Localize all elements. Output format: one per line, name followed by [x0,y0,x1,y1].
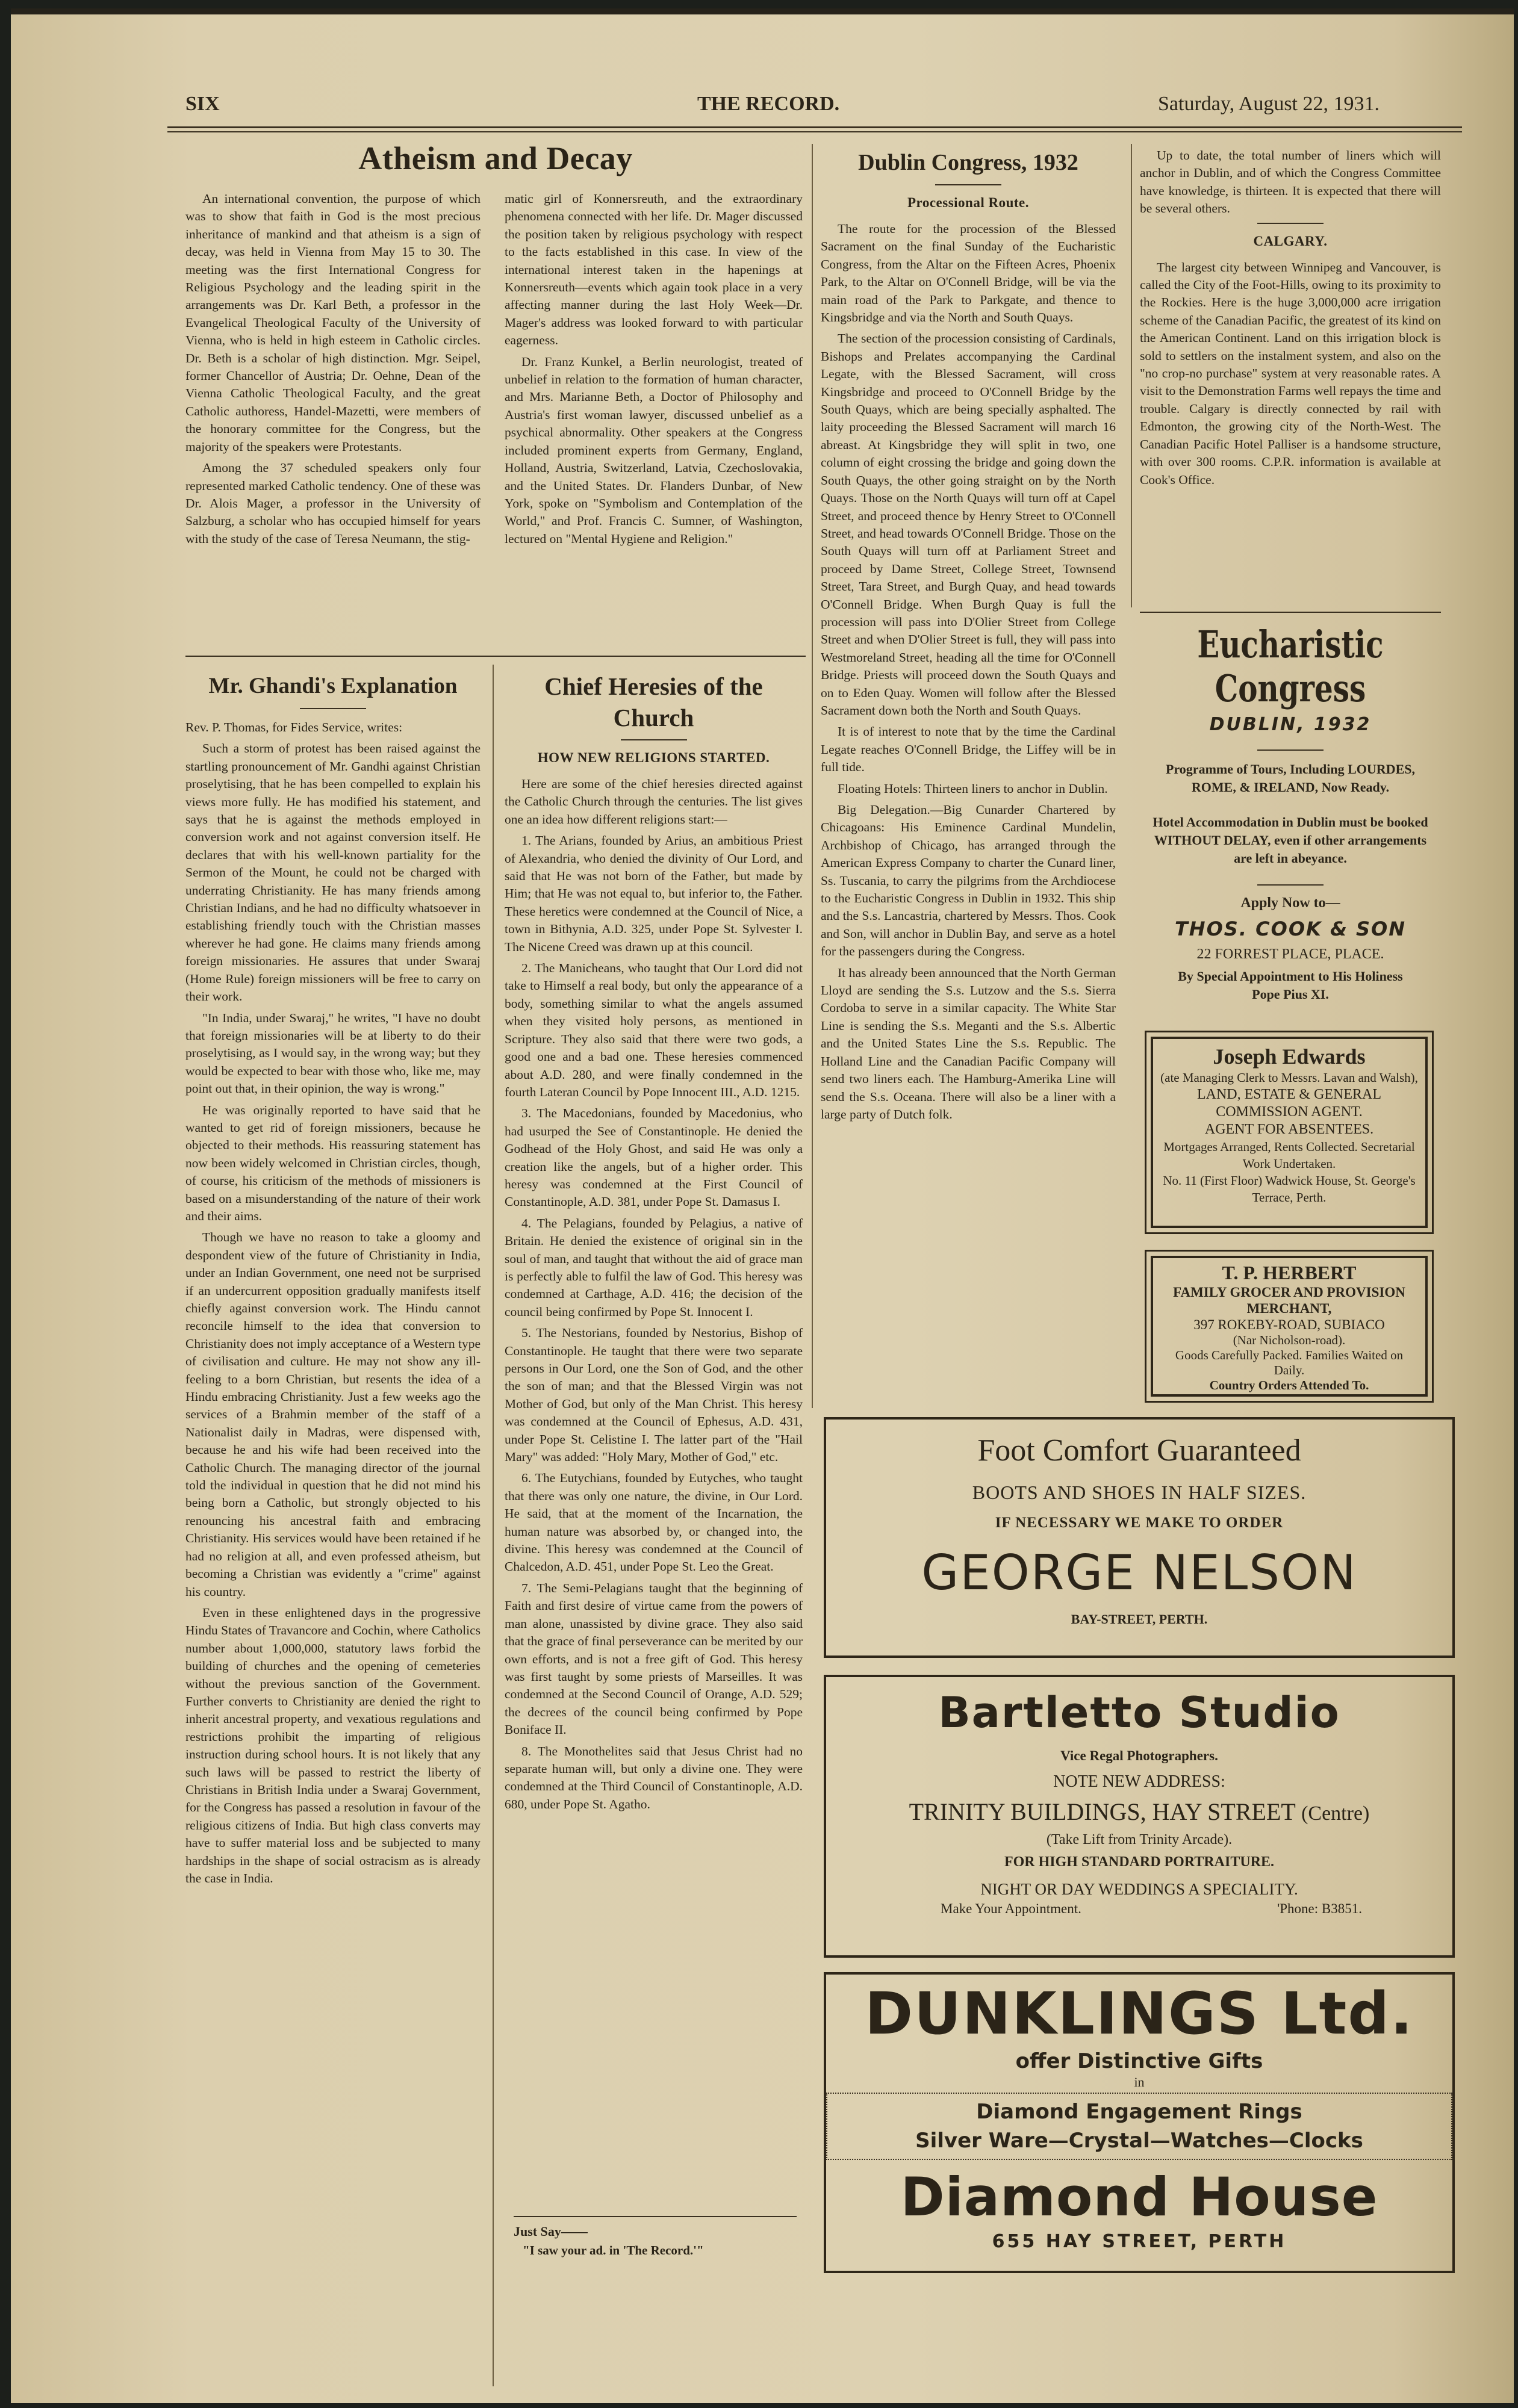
bartletto-ad-appointment: Make Your Appointment. [941,1901,1081,1916]
bartletto-ad-centre: (Centre) [1301,1802,1370,1825]
dunklings-ad-name: DUNKLINGS Ltd. [865,1980,1414,2047]
page-label: SIX [185,93,220,115]
atheism-end-rule [185,656,806,657]
dunklings-ad [824,1972,1455,2273]
eucharistic-ad-address: 22 FORREST PLACE, PLACE. [1196,946,1384,962]
nelson-ad-line2: IF NECESSARY WE MAKE TO ORDER [995,1515,1284,1531]
ghandi-para: Even in these enlightened days in the progressive Hindu States of Travancore and Cochin, where Catholics number about 1,000,000, statutory laws forbid the building of churches and the opening of cemeteries without the previous sanction of the Government. Further converts to Christianity are denied the right to inherit ancestral property, and vexatious regulations and restrictions prohibit the imparting of religious instruction during school hours. It is not likely that any such laws will be passed to restrict the liberty of Christians in British India under a Swaraj Government, for the Congress has passed a resolution in favour of the religious citizens of India. But high class converts may have to suffer material loss and be subjected to many hardships in the shape of social ostracism as is already the case in India. [185,1605,481,1885]
edwards-ad-address: No. 11 (First Floor) Wadwick House, St. George's Terrace, Perth. [1163,1173,1416,1205]
ghandi-title-rule [300,708,366,709]
herbert-ad-country: Country Orders Attended To. [1209,1378,1369,1392]
issue-date: Saturday, August 22, 1931. [1158,93,1380,115]
dublin-subtitle: Processional Route. [907,195,1029,210]
herbert-ad [1151,1256,1428,1397]
dublin-para: Big Delegation.—Big Cunarder Chartered by Chicagoans: His Eminence Cardinal Mundelin, Archbishop of Chicago, has arranged through the American Express Company to charter the Cunard liner, Ss. Tuscania, to carry the pilgrims from the Archdiocese to the Eucharistic Congress in Dublin in 1932. This ship and the S.s. Lancastria, chartered by Messrs. Thos. Cook and Son, will anchor in Dublin Bay, and serve as a hotel for the passengers during the Congress. [821,802,1116,959]
heresies-para: 4. The Pelagians, founded by Pelagius, a native of Britain. He denied the existence of original sin in the soul of man, and taught that without the aid of grace man is perfectly able to fulfil the law of God. This heresy was condemned at Carthage, A.D. 416; the decision of the council being confirmed by Pope St. Innocent I. [505,1215,803,1319]
herbert-ad-near: (Nar Nicholson-road). [1233,1333,1346,1347]
eucharistic-ad-agent: THOS. COOK & SON [1174,917,1407,940]
atheism-para: An international convention, the purpose of which was to show that faith in God is the most precious inheritance of mankind and that atheism is a sign of decay, was held in Vienna from May 15 to 30. The meeting was the first International Congress for Religious Psychology and the leading spirit in the arrangements was Dr. Karl Beth, a professor in the Evangelical Theological Faculty of the University of Vienna, who is held in high esteem in Catholic circles. Dr. Beth is a scholar of high distinction. Mgr. Seipel, former Chancellor of Austria; Dr. Oehne, Dean of the Vienna Catholic Theological Faculty, and the great Catholic authoress, Handel-Mazetti, were members of the honorary committee for the Congress, but the majority of the speakers were Protestants. [185,191,481,454]
nelson-ad-line1: BOOTS AND SHOES IN HALF SIZES. [972,1482,1307,1503]
eucharistic-ad-appointment: By Special Appointment to His Holiness Pope Pius XI. [1178,969,1403,1002]
heresies-para: 5. The Nestorians, founded by Nestorius, Bishop of Constantinople. He taught that there were two separate persons in Our Lord, one the Son of God, and the other the son of man; and that the Blessed Virgin was not Mother of God, but only of the Man Christ. This heresy was condemned at the Council of Ephesus, A.D. 431, under Pope St. Celistine I. The latter part of the "Hail Mary" was added: "Holy Mary, Mother of God," etc. [505,1326,803,1465]
liners-article [1140,147,1441,610]
eucharistic-ad-title: Eucharistic Congress [1197,622,1384,710]
edwards-ad [1151,1037,1428,1228]
dublin-title: Dublin Congress, 1932 [858,150,1078,175]
heresies-article [505,671,803,2392]
page-top-edge [11,8,1514,14]
nelson-ad [824,1417,1455,1658]
atheism-col-1 [185,190,481,648]
dunklings-ad-offer: offer Distinctive Gifts [1015,2049,1263,2073]
dunklings-ad-offer-line [826,2049,1452,2073]
heresies-end-rule [514,2216,797,2217]
herbert-ad-address: 397 ROKEBY-ROAD, SUBIACO [1193,1317,1385,1332]
dublin-para: The route for the procession of the Blessed Sacrament on the final Sunday of the Eucharistic Congress, from the Altar on the Fifteen Acres, Phoenix Park, to the Altar on O'Connell Bridge, will be via the main road of the Park to Parkgate, and thence to Kingsbridge and via the North and South Quays. [821,222,1116,325]
heresies-para: Here are some of the chief heresies directed against the Catholic Church through the centuries. The list gives one an idea how different religions start:— [505,777,803,827]
edwards-ad-role: (ate Managing Clerk to Messrs. Lavan and Walsh), [1160,1070,1418,1085]
nelson-ad-headline: Foot Comfort Guaranteed [977,1433,1301,1468]
ghandi-para: "In India, under Swaraj," he writes, "I have no doubt that foreign missionaries will be at liberty to do their proselytising, as I would say, in the wrong way; but they would be expected to bear with those who, like me, may point out that, in their opinion, the way is wrong." [185,1010,481,1096]
eucharistic-ad-place: DUBLIN, 1932 [1209,714,1372,735]
masthead-rule-thin [167,131,1462,132]
bartletto-ad-standard: FOR HIGH STANDARD PORTRAITURE. [1004,1854,1275,1870]
dunklings-ad-wares: Silver Ware—Crystal—Watches—Clocks [915,2129,1363,2153]
atheism-col-2 [505,190,803,648]
dublin-para: The section of the procession consisting of Cardinals, Bishops and Prelates accompanying the Cardinal Legate, with the Blessed Sacrament, will cross Kingsbridge and proceed to O'Connell Bridge by the South Quays, which are being specially asphalted. The laity proceeding the Blessed Sacrament will march 16 abreast. At Kingsbridge they will split in two, one column of eight crossing the bridge and going down the South Quays, the other going straight on by the North Quays. Those on the North Quays will turn off at Capel Street, and proceed thence by Henry Street to O'Connell Street, and head towards O'Connell Bridge. Those on the South Quays will turn off at Parliament Street and proceed by Dame Street, College Street, Townsend Street, Tara Street, and Burgh Quay, and head towards O'Connell Bridge. When Burgh Quay is full the procession will pass into D'Olier Street from College Street and when D'Olier Street is full, they will pass into Westmoreland Street, heading all the time for O'Connell Bridge. Priests will proceed down the South Quays and on to Eden Quay. Women will follow after the Blessed Sacrament down both the North and South Quays. [821,331,1116,718]
bartletto-ad-weddings: NIGHT OR DAY WEDDINGS A SPECIALITY. [980,1880,1298,1898]
just-say-label: Just Say—— [514,2224,588,2239]
bartletto-ad-phone: 'Phone: B3851. [1277,1901,1362,1916]
herbert-ad-name: T. P. HERBERT [1222,1262,1357,1283]
dublin-para: Floating Hotels: Thirteen liners to anchor in Dublin. [838,781,1108,796]
dublin-article [821,147,1116,1405]
heresies-para: 6. The Eutychians, founded by Eutyches, who taught that there was only one nature, the divine, in Our Lord. He said, that at the moment of the Incarnation, the human nature was absorbed by, or changed into, the divine. This heresy was condemned at the Council of Chalcedon, A.D. 451, under Pope St. Leo the Great. [505,1471,803,1574]
heresies-para: 1. The Arians, founded by Arius, an ambitious Priest of Alexandria, who denied the divinity of Our Lord, and said that He was not born of the Father, but made by Him; that He was not equal to, but inferior to, the Father. These heretics were condemned at the Council of Nice, a town in Bithynia, A.D. 325, under Pope St. Sylvester I. The Nicene Creed was drawn up at this council. [505,833,803,954]
ghandi-para: He was originally reported to have said that he wanted to get rid of foreign missioners, because he objected to their methods. His reassuring statement has now been widely welcomed in Christian circles, though, of course, his criticism of the methods of missioners is based on a misunderstanding of the nature of their work and their aims. [185,1102,481,1223]
heresies-para: 2. The Manicheans, who taught that Our Lord did not take to Himself a real body, but only the appearance of a body, something similar to what the angels assumed when they visited holy persons, as mentioned in Scripture. They also said that there were two gods, a good one and a bad one. These heresies commenced about A.D. 280, and were finally condemned in the fourth Lateran Council by Pope Innocent III., A.D. 1215. [505,961,803,1099]
column-rule [1131,144,1132,607]
eucharistic-ad-hotel: Hotel Accommodation in Dublin must be booked WITHOUT DELAY, even if other arrangements are left in abeyance. [1152,815,1428,866]
edwards-ad-agency: LAND, ESTATE & GENERAL COMMISSION AGENT. [1196,1087,1382,1120]
edwards-ad-services: Mortgages Arranged, Rents Collected. Secretarial Work Undertaken. [1163,1140,1415,1171]
calgary-end-rule [1140,612,1441,613]
dunklings-ad-rings: Diamond Engagement Rings [976,2100,1302,2124]
herbert-ad-delivery: Goods Carefully Packed. Families Waited on Daily. [1175,1348,1404,1377]
newspaper-page [11,8,1514,2403]
heresies-para: 3. The Macedonians, founded by Macedonius, who had usurped the See of Constantinople. He denied the Godhead of the Holy Ghost, and said He was only a creation like the angels, but of a higher order. This heresy was condemned at the First Council of Constantinople, A.D. 381, under Pope St. Damasus I. [505,1106,803,1209]
atheism-para: Dr. Franz Kunkel, a Berlin neurologist, treated of unbelief in relation to the formation of human character, and Mrs. Marianne Beth, a Doctor of Philosophy and Austria's first woman lawyer, discussed unbelief as a psychical abnormality. Other speakers at the Congress included prominent experts from Germany, England, Holland, Austria, Switzerland, Latvia, Czechoslovakia, and the United States. Dr. Flanders Dunbar, of New York, spoke on "Symbolism and Contemplation of the World," and Prof. Francis C. Sumner, of Washington, lectured on "Mental Hygiene and Religion." [505,354,803,546]
atheism-title: Atheism and Decay [358,140,633,176]
eucharistic-ad-rule [1257,749,1324,751]
bartletto-ad-vice-regal: Vice Regal Photographers. [1060,1748,1218,1763]
nelson-ad-name: GEORGE NELSON [921,1545,1357,1601]
nelson-ad-address: BAY-STREET, PERTH. [1071,1612,1208,1627]
atheism-para: matic girl of Konnersreuth, and the extraordinary phenomena connected with her life. Dr. Mager discussed the position taken by religious psychology with respect to the facts established in this case. In view of the international interest taken in the hapenings at Konnersreuth—events which again took place in a very affecting manner during the last Holy Week—Dr. Mager's address was looked forward to with particular eagerness. [505,191,803,348]
eucharistic-ad [1140,616,1441,1026]
bartletto-ad-note: NOTE NEW ADDRESS: [1053,1772,1225,1791]
edwards-ad-name: Joseph Edwards [1213,1044,1366,1069]
bartletto-ad-building-line [826,1798,1452,1826]
dunklings-ad-product-box [826,2093,1452,2160]
just-say-quote: "I saw your ad. in 'The Record.'" [523,2243,704,2258]
ghandi-title: Mr. Ghandi's Explanation [208,674,458,698]
heresies-title-rule [621,739,687,740]
atheism-para: Among the 37 scheduled speakers only four represented marked Catholic tendency. One of these was Dr. Alois Mager, a professor in the University of Salzburg, a scholar who has occupied himself for years with the study of the case of Teresa Neumann, the stig- [185,461,481,546]
dublin-para: It has already been announced that the North German Lloyd are sending the S.s. Lutzow and the S.s. Sierra Cordoba to serve in a similar capacity. The White Star Line is sending the S.s. Meganti and the S.s. Albertic and the United States Line the S.s. Republic. The Holland Line and the Canadian Pacific Company will send two liners each. The Hamburg-Amerika Line will send the S.s. Oceana. There will also be a liner with a large party of Dutch folk. [821,965,1116,1122]
herbert-ad-trade: FAMILY GROCER AND PROVISION MERCHANT, [1173,1285,1405,1316]
dunklings-ad-house: Diamond House [900,2166,1378,2228]
ghandi-para: Though we have no reason to take a gloomy and despondent view of the future of Christianity in India, under an Indian Government, one need not be surprised if an undercurrent opposition gradually manifests itself chiefly against conversion work. The Hindu cannot reconcile himself to the idea that conversion to Christianity does not imply acceptance of a Western type of civilisation and culture. He may not show any ill-feeling to a born Christian, but resents the idea of a Hindu embracing Christianity. Just a few weeks ago the services of a Brahmin member of the staff of a Nationalist daily in Madras, were dispensed with, because he and his wife had been received into the Catholic Church. The managing director of the journal told the individual in question that he did not mind his being born a Catholic, but strongly objected to his renouncing his ancestral faith and embracing Christianity. His services would have been retained if he had no religion at all, and even professed atheism, but becoming a Christian was evidently a "crime" against his country. [185,1230,481,1599]
heresies-para: 7. The Semi-Pelagians taught that the beginning of Faith and first desire of virtue came from the powers of man alone, unassisted by divine grace. They also said that the grace of final perseverance can be merited by our own efforts, and is not a free gift of God. This heresy was first taught by some priests of Marseilles. It was condemned at the Second Council of Orange, A.D. 529; the decrees of the council being confirmed by Pope Boniface II. [505,1580,803,1737]
column-rule [812,144,813,1408]
ghandi-para: Rev. P. Thomas, for Fides Service, writes: [185,720,403,734]
ghandi-article [185,671,481,2392]
dublin-para: It is of interest to note that by the time the Cardinal Legate reaches O'Connell Bridge, the Liffey will be in full tide. [821,724,1116,775]
eucharistic-ad-rule [1257,884,1324,886]
bartletto-ad-building: TRINITY BUILDINGS, HAY STREET [909,1798,1296,1825]
paper-name: THE RECORD. [697,93,840,115]
bartletto-ad [824,1675,1455,1958]
edwards-ad-absentees: AGENT FOR ABSENTEES. [1204,1122,1374,1137]
masthead-rule [167,126,1462,128]
heresies-title: Chief Heresies of the Church [544,672,763,731]
bartletto-ad-footer [941,1901,1362,1917]
calgary-para: The largest city between Winnipeg and Vancouver, is called the City of the Foot-Hills, owing to its proximity to the Rockies. Here is the huge 3,000,000 acre irrigation scheme of the Canadian Pacific, the greatest of its kind on the American Continent. Land on this irrigation block is sold to settlers on the instalment system, and also on the "no crop-no purchase" system at very reasonable rates. A visit to the Demonstration Farms well repays the time and trouble. Calgary is directly connected by rail with Edmonton, the growing city of the North-West. The Canadian Pacific Hotel Palliser is a handsome structure, with over 300 rooms. C.P.R. information is available at Cook's Office. [1140,259,1441,487]
bartletto-ad-lift: (Take Lift from Trinity Arcade). [1046,1832,1233,1848]
eucharistic-ad-programme: Programme of Tours, Including LOURDES, ROME, & IRELAND, Now Ready. [1166,762,1415,795]
heresies-subtitle: HOW NEW RELIGIONS STARTED. [537,750,770,765]
ghandi-para: Such a storm of protest has been raised against the startling pronouncement of Mr. Gandhi against Christian proselytising, that he has been compelled to explain his views more fully. He has modified his statement, and says that he is against the methods employed in conversion work and not against conversion itself. He declares that with his well-known partiality for the Sermon of the Mount, he could not be charged with underrating Christianity. He has many friends among Christian Indians, and he had no difficulty whatsoever in establishing friendly touch with the Christian masses wherever he had gone. He claims many friends among foreign missionaries. He assures that under Swaraj (Home Rule) foreign missioners will be free to carry on their work. [185,741,481,1004]
dunklings-ad-in: in [1134,2074,1145,2090]
liners-end-rule [1257,223,1324,224]
dunklings-ad-address: 655 HAY STREET, PERTH [992,2231,1287,2252]
eucharistic-ad-apply: Apply Now to— [1240,895,1340,911]
calgary-title: CALGARY. [1253,233,1328,249]
liners-para: Up to date, the total number of liners which will anchor in Dublin, and of which the Congress Committee have knowledge, is thirteen. It is expected that there will be several others. [1140,148,1441,216]
bartletto-ad-name: Bartletto Studio [938,1688,1340,1737]
dublin-title-rule [935,184,1001,185]
heresies-para: 8. The Monothelites said that Jesus Christ had no separate human will, but only a divine one. They were condemned at the Third Council of Constantinople, A.D. 680, under Pope St. Agatho. [505,1743,803,1811]
column-rule [493,665,494,2386]
